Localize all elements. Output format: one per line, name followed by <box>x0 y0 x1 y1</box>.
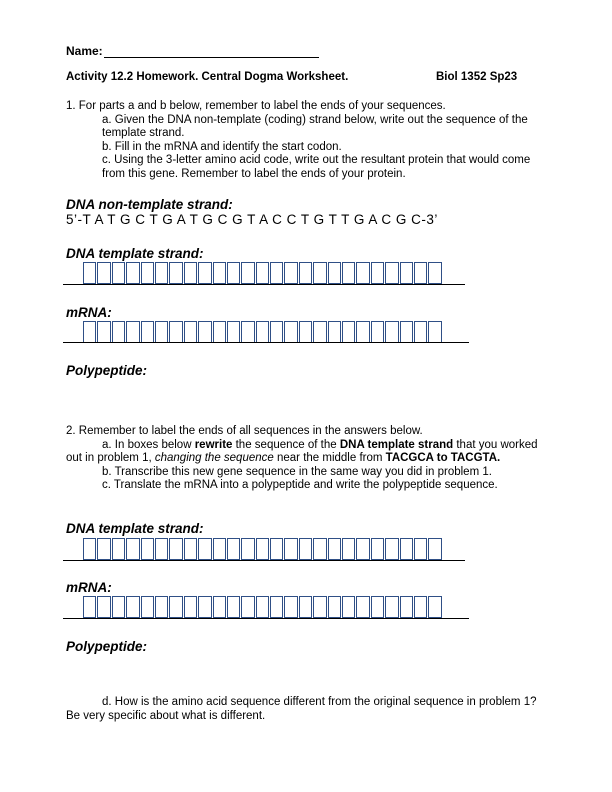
q1-mrna-label: mRNA: <box>66 305 112 320</box>
q1-polypeptide-label: Polypeptide: <box>66 363 148 378</box>
q1-mrna-line <box>63 342 469 343</box>
q2-part-a: a. In boxes below rewrite the sequence of the DNA template strand that you worked out in problem 1, changing the sequence near the middle from TACGCA to TACGTA. <box>66 438 538 465</box>
q2-mrna-boxes[interactable] <box>83 596 443 618</box>
q1-template-label: DNA template strand: <box>66 246 204 261</box>
q1-template-boxes[interactable] <box>83 262 443 284</box>
name-blank[interactable] <box>104 45 319 58</box>
q2-mrna-line <box>63 618 469 619</box>
activity-title: Activity 12.2 Homework. Central Dogma Worksheet. <box>66 71 349 83</box>
q2-part-b: b. Transcribe this new gene sequence in the same way you did in problem 1. <box>102 465 492 478</box>
q1-part-a: a. Given the DNA non-template (coding) strand below, write out the sequence of the template strand. <box>102 113 528 140</box>
q1-mrna-boxes[interactable] <box>83 321 443 343</box>
q2-intro: 2. Remember to label the ends of all sequences in the answers below. <box>66 425 423 437</box>
q1-part-b: b. Fill in the mRNA and identify the start codon. <box>102 140 342 153</box>
q1-part-c: c. Using the 3-letter amino acid code, write out the resultant protein that would come from this gene. Remember to label the ends of your protein. <box>102 154 531 180</box>
name-label: Name: <box>66 44 103 58</box>
q1-nontemplate-label: DNA non-template strand: <box>66 197 233 212</box>
course-label: Biol 1352 Sp23 <box>436 71 518 83</box>
q1-template-line <box>63 284 465 285</box>
q1-intro: 1. For parts a and b below, remember to label the ends of your sequences. <box>66 100 446 112</box>
q2-template-boxes[interactable] <box>83 538 443 560</box>
q1-nontemplate-sequence: 5’-T A T G C T G A T G C G T A C C T G T T G A C G C-3’ <box>66 212 438 227</box>
q2-template-line <box>63 560 465 561</box>
q2-polypeptide-label: Polypeptide: <box>66 639 148 654</box>
q2-template-label: DNA template strand: <box>66 521 204 536</box>
q2-mrna-label: mRNA: <box>66 580 112 595</box>
q1-instructions <box>66 100 546 182</box>
name-field <box>66 44 319 58</box>
q2-part-d: d. How is the amino acid sequence different from the original sequence in problem 1? Be very specific about what is different. <box>66 696 537 722</box>
q2-part-c: c. Translate the mRNA into a polypeptide and write the polypeptide sequence. <box>102 479 498 492</box>
q2-instructions <box>66 425 546 493</box>
